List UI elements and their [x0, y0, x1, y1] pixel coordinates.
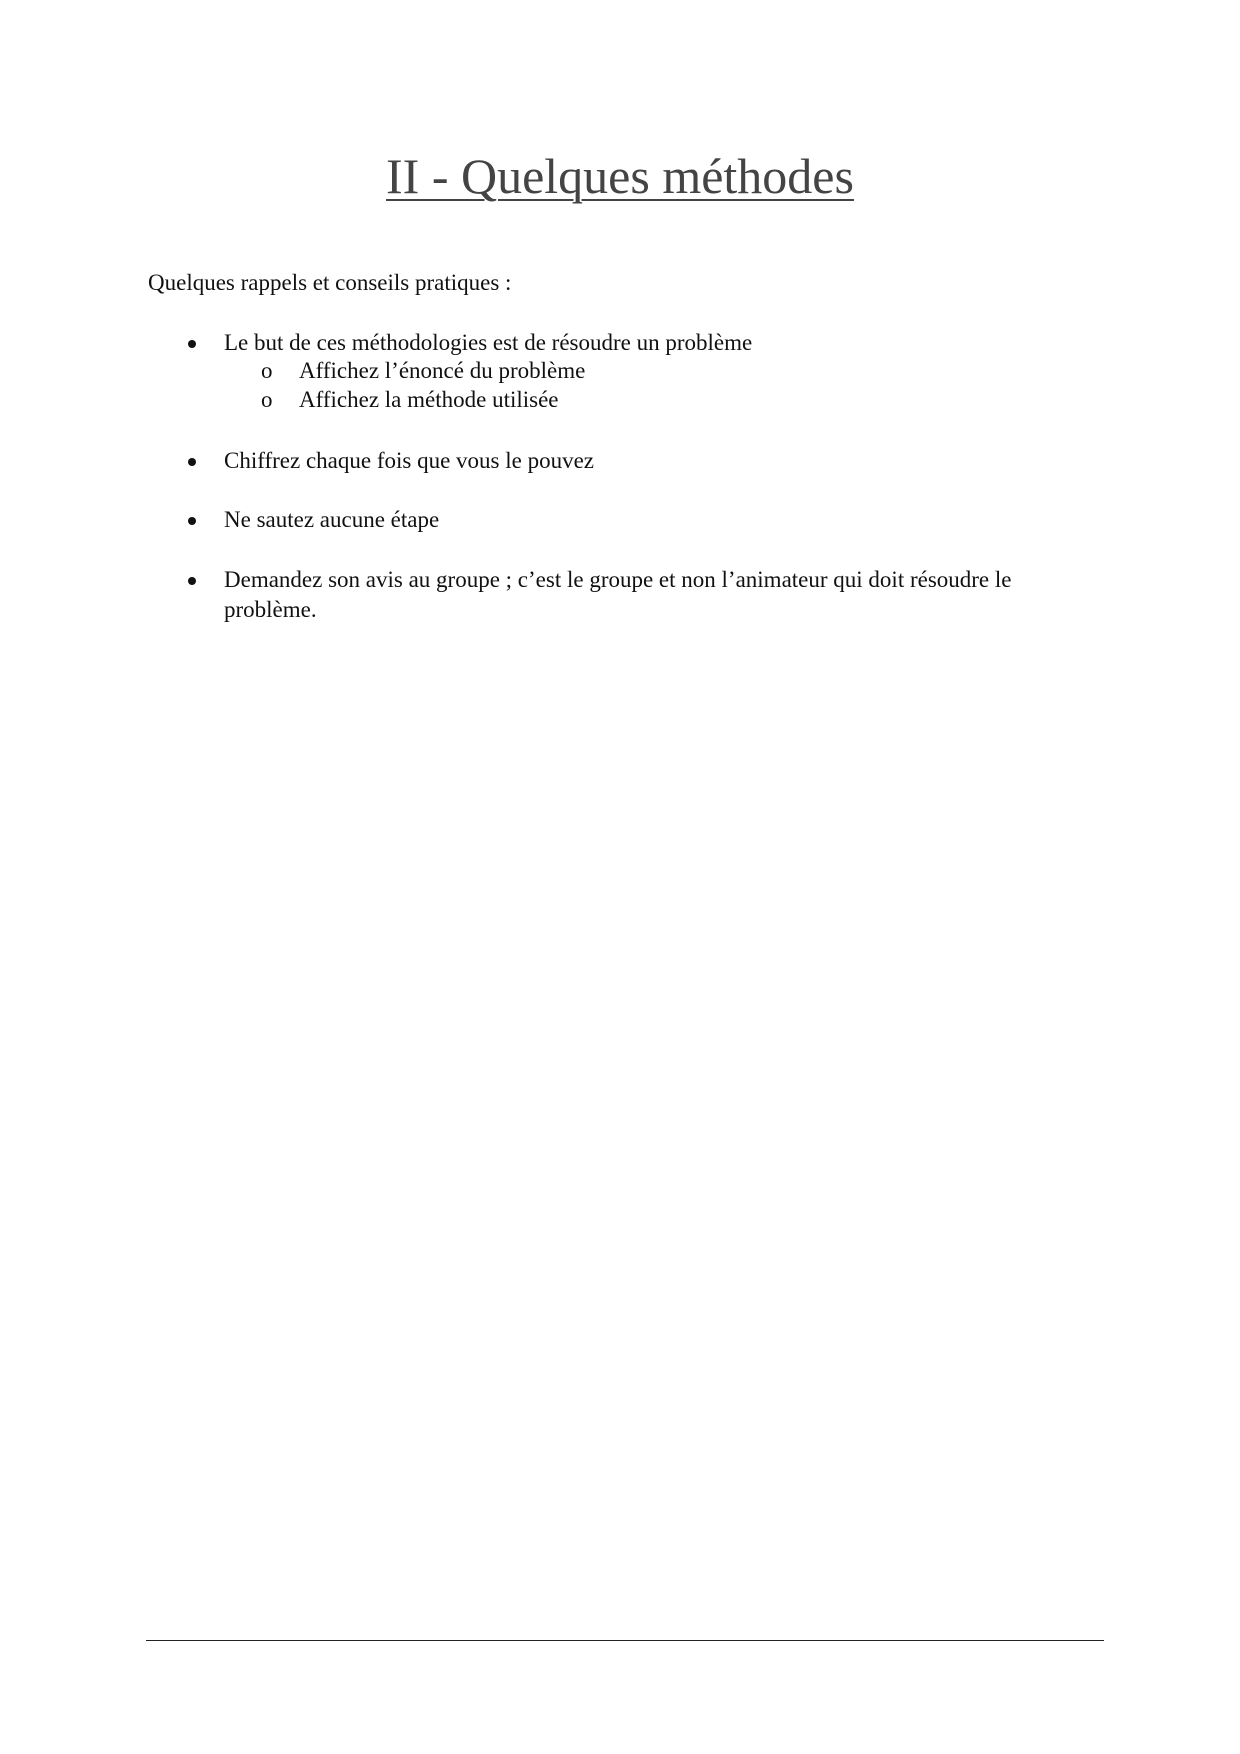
page-title	[0, 146, 1240, 206]
sub-list-item-text: Affichez l’énoncé du problème	[299, 358, 586, 383]
list-item-text: Demandez son avis au groupe ; c’est le groupe et non l’animateur qui doit résoudre le problème.	[224, 567, 1012, 622]
circle-bullet-icon: o	[261, 358, 273, 383]
list-item-text: Ne sautez aucune étape	[224, 507, 440, 532]
bullet-icon	[188, 340, 196, 348]
footer-divider	[146, 1640, 1104, 1641]
bullet-icon	[188, 577, 196, 585]
bullet-icon	[188, 517, 196, 525]
circle-bullet-icon: o	[261, 387, 273, 412]
bullet-icon	[188, 458, 196, 466]
intro-text: Quelques rappels et conseils pratiques :	[148, 270, 512, 295]
page-title-text: II - Quelques méthodes	[386, 148, 854, 204]
list-item-text: Le but de ces méthodologies est de résoudre un problème	[224, 330, 753, 355]
sub-list-item-text: Affichez la méthode utilisée	[299, 387, 559, 412]
list-item-text: Chiffrez chaque fois que vous le pouvez	[224, 448, 595, 473]
